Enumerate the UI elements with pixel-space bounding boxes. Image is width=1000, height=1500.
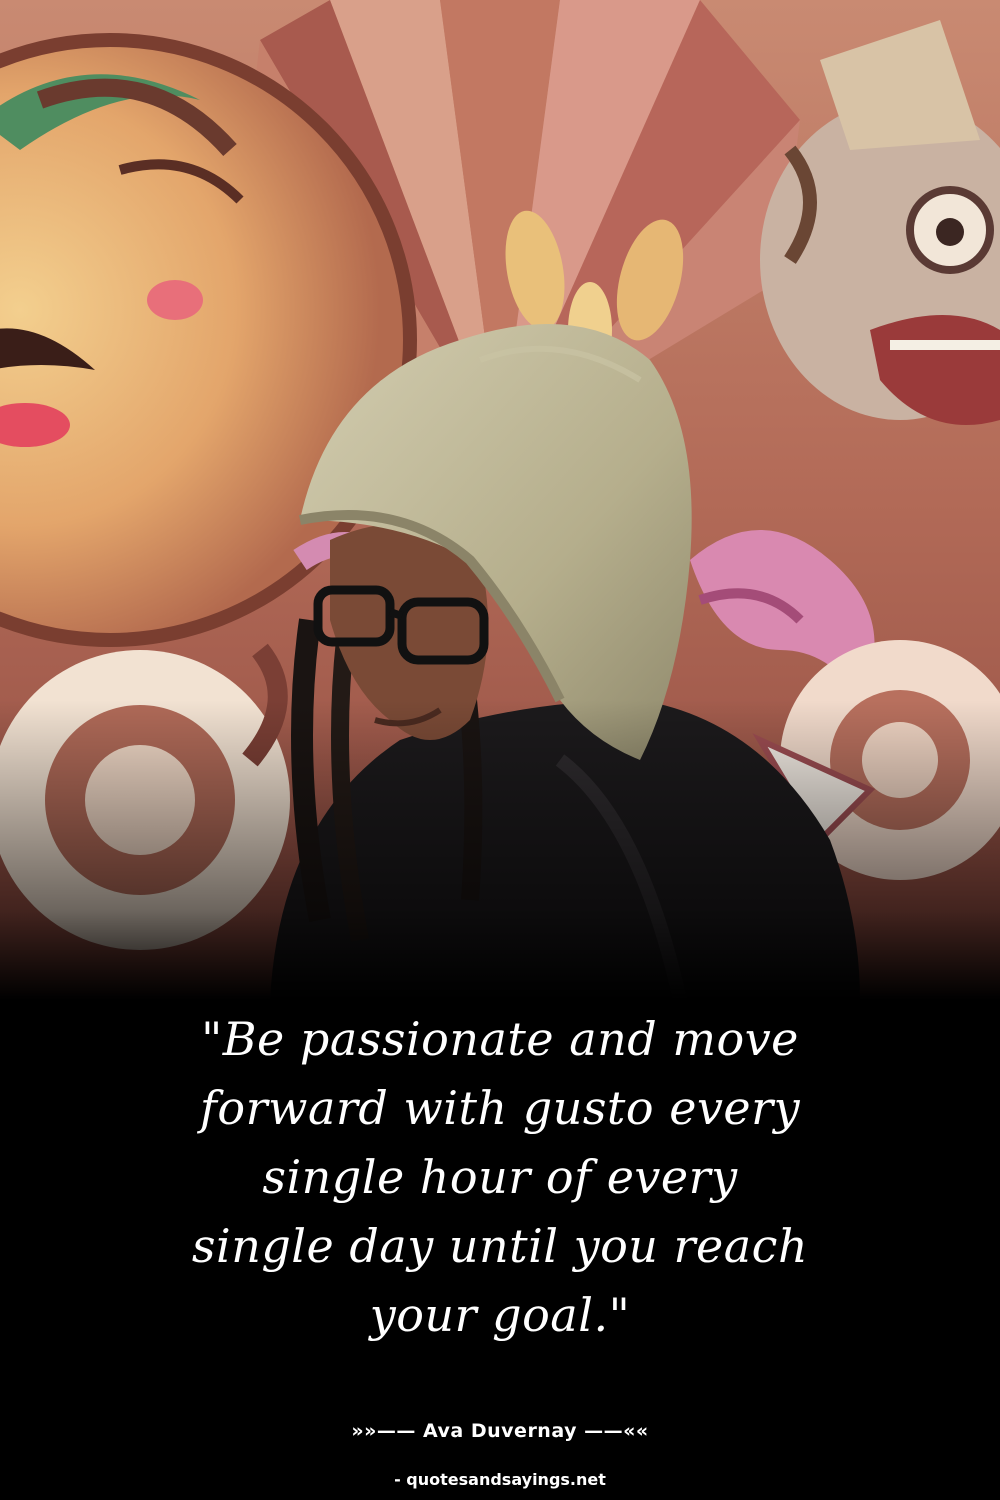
quote-line: your goal."	[369, 1288, 631, 1342]
quote-text	[150, 1005, 850, 1350]
quote-block	[0, 1000, 1000, 1500]
quote-line: "Be passionate and move	[201, 1012, 799, 1066]
source-credit: - quotesandsayings.net	[394, 1470, 606, 1489]
quote-line: forward with gusto every	[199, 1081, 801, 1135]
author-attribution: »»—— Ava Duvernay ——««	[351, 1420, 649, 1442]
quote-line: single hour of every	[262, 1150, 738, 1204]
quote-line: single day until you reach	[191, 1219, 809, 1273]
